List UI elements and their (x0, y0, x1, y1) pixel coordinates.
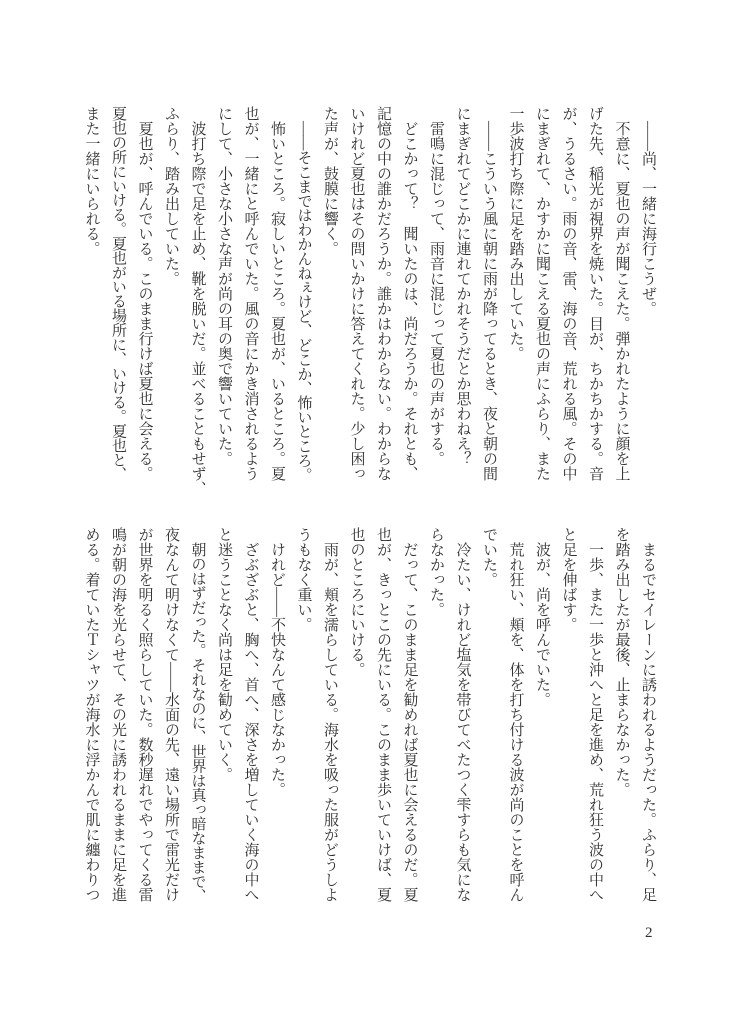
text-line: 怖いところ。寂しいところ。夏也が、いるところ。夏 (269, 121, 285, 481)
text-line: 夏也が、呼んでいる。このまま行けば夏也に会える。 (136, 121, 153, 481)
page-number: 2 (645, 925, 653, 941)
text-line: 波打ち際で足を止め、靴を脱いだ。並べることもせず、 (189, 121, 206, 496)
text-line: どこかって？ 聞いたのは、尚だろうか。それとも、 (401, 121, 418, 481)
text-line: 冷たい、けれど塩気を帯びてべたつく雫すらも気にな (454, 542, 471, 902)
text-line: にまぎれて、かすかに聞こえる夏也の声にふらり、また (534, 106, 550, 481)
text-line: 不意に、夏也の声が聞こえた。弾かれたように顔を上 (613, 121, 630, 481)
text-line: だって、このまま足を勧めれば夏也に会えるのだ。夏 (401, 542, 418, 902)
text-line: うもなく重い。 (295, 527, 312, 632)
text-line: た声が、鼓膜に響く。 (322, 106, 338, 256)
text-line: 鳴が朝の海を光らせて、その光に誘われるままに足を進 (110, 527, 126, 902)
text-line: けれど――不快なんて感じなかった。 (269, 542, 285, 797)
text-line: が世界を明るく照らしていた。数秒遅れでやってくる雷 (136, 527, 153, 902)
text-line: まるでセイレーンに誘われるようだった。ふらり、足 (640, 542, 656, 902)
text-line: にまぎれてどこかに連れてかれそうだとか思わねえ？ (454, 106, 471, 466)
text-block-upper (78, 106, 661, 496)
text-line: を踏み出したが最後、止まらなかった。 (613, 527, 630, 797)
text-line: 一歩波打ち際に足を踏み出していた。 (507, 106, 524, 361)
text-line: げた先、稲光が視界を焼いた。目が、ちかちかする。音 (587, 106, 603, 481)
text-line: 也が、一緒にと呼んでいた。風の音にかき消されるよう (242, 106, 259, 481)
text-line: 夜なんて明けなくて――水面の先、遠い場所で雷光だけ (163, 527, 179, 902)
text-line: また一緒にいられる。 (83, 106, 100, 256)
text-line: が、うるさい。雨の音、雷、海の音、荒れる風。その中 (560, 106, 577, 481)
text-line: ――こういう風に朝に雨が降ってるとき、夜と朝の間 (481, 121, 497, 481)
text-line: ――尚、一緒に海行こうぜ。 (640, 121, 656, 316)
text-line: と迷うことなく尚は足を勧めていく。 (216, 527, 232, 782)
text-line: 雨が、頬を濡らしている。海水を吸った服がどうしよ (322, 542, 338, 902)
text-block-lower (78, 527, 661, 907)
text-line: でいた。 (481, 527, 497, 587)
text-line: 雷鳴に混じって、雨音に混じって夏也の声がする。 (428, 121, 444, 466)
text-line: 記憶の中の誰かだろうか。誰かはわからない。わからな (375, 106, 391, 481)
text-line: と足を伸ばす。 (560, 527, 577, 632)
text-line: ――そこまではわかんねぇけど、どこか、怖いところ。 (295, 121, 312, 482)
text-line: 荒れ狂い、頬を、体を打ち付ける波が尚のことを呼ん (507, 542, 524, 902)
text-line: 朝のはずだった。それなのに、世界は真っ暗なままで、 (189, 542, 206, 903)
text-line: 夏也の所にいける。夏也がいる場所に、いける。夏也と、 (110, 106, 126, 481)
text-line: ふらり、踏み出していた。 (163, 106, 179, 286)
text-line: らなかった。 (428, 527, 444, 617)
text-line: 也が、きっとこの先にいる。このまま歩いていけば、夏 (375, 527, 391, 902)
text-line: にして、小さな小さな声が尚の耳の奥で響いていた。 (216, 106, 232, 466)
text-line: める。着ていたＴシャツが海水に浮かんで肌に纏わりつ (83, 527, 100, 902)
text-line: ざぶざぶと、胸へ、首へ、深さを増していく海の中へ (242, 542, 259, 902)
text-line: 也のところにいける。 (348, 527, 365, 677)
text-line: 波が、尚を呼んでいた。 (534, 542, 550, 707)
text-line: いけれど夏也はその問いかけに答えてくれた。少し困っ (348, 106, 365, 481)
text-line: 一歩、また一歩と沖へと足を進め、荒れ狂う波の中へ (587, 542, 603, 902)
